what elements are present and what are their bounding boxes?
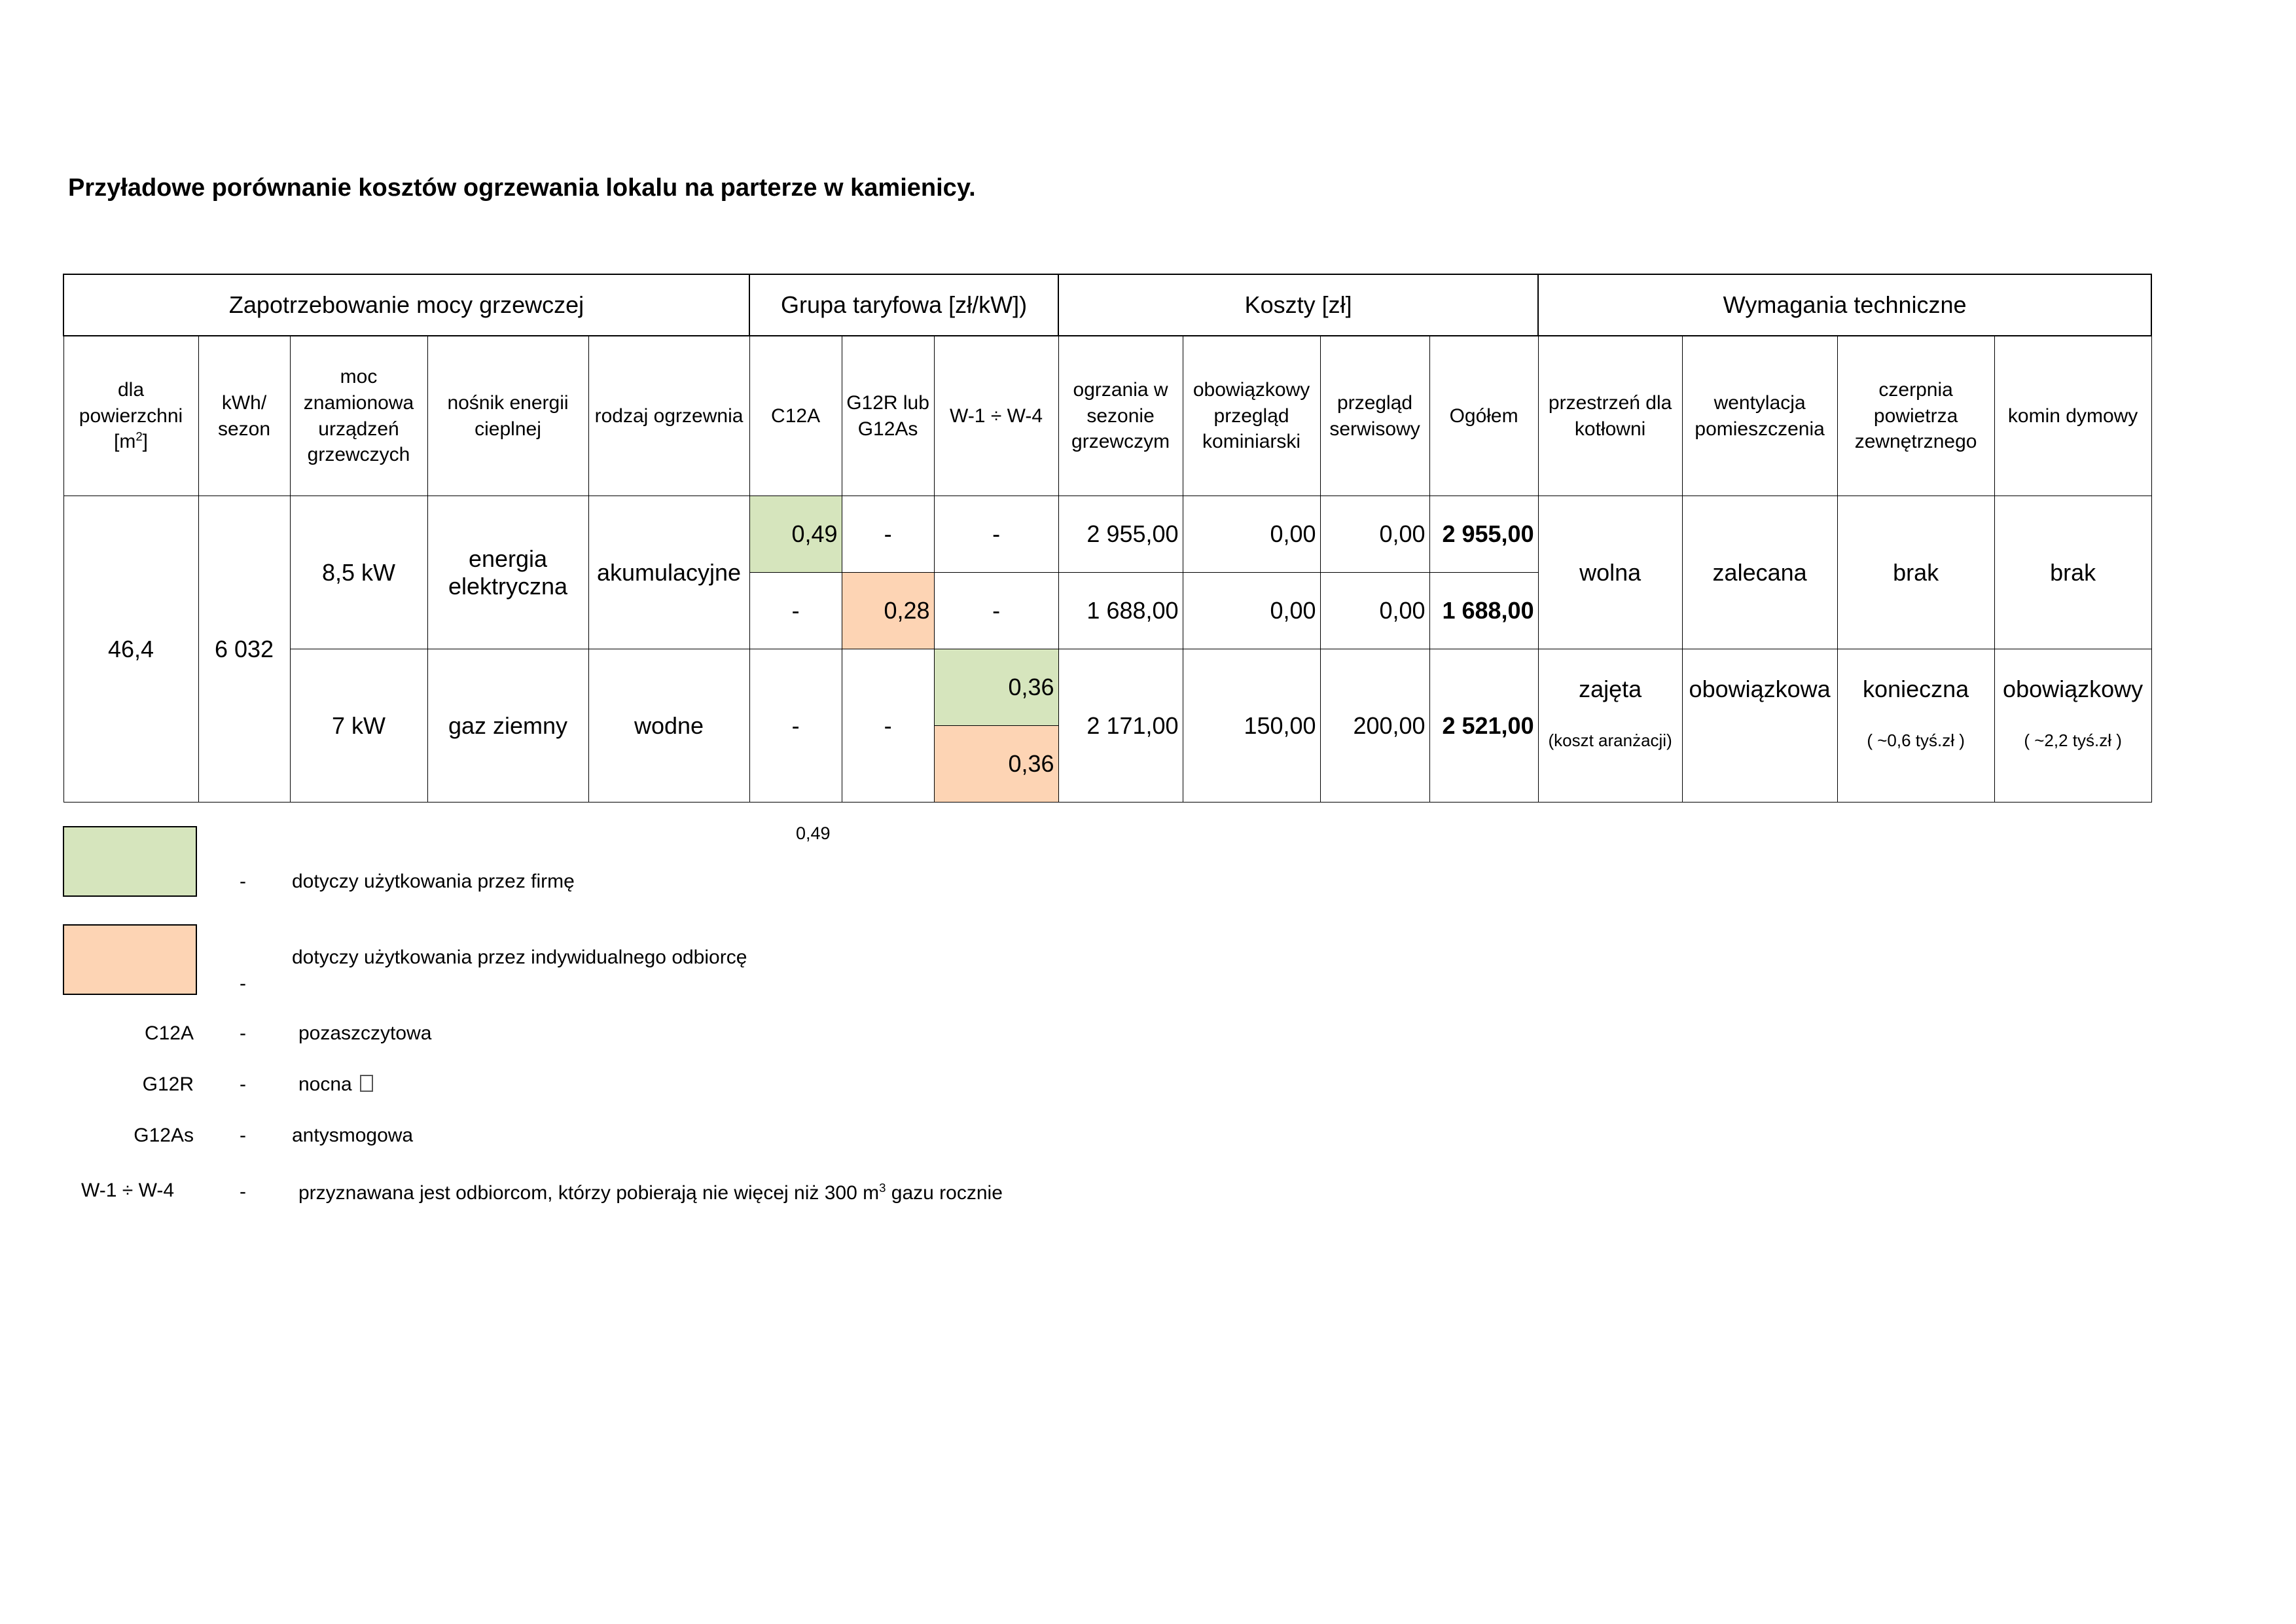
gas-boiler-room	[1538, 649, 1682, 803]
electric-service-cost: 0,00	[1320, 496, 1429, 573]
electric-w1w4-rate-2: -	[934, 573, 1058, 649]
gas-air-intake-value: konieczna	[1863, 676, 1969, 702]
legend-dash-g12as: -	[240, 1125, 246, 1146]
col-kwh: kWh/ sezon	[198, 336, 290, 496]
electric-inspection-cost-2: 0,00	[1183, 573, 1320, 649]
gas-ventilation-value: obowiązkowa	[1689, 676, 1831, 702]
page-title: Przyładowe porównanie kosztów ogrzewania lokalu na parterze w kamienicy.	[68, 174, 976, 202]
electric-heating-type: akumulacyjne	[588, 496, 749, 649]
legend-dash-w1w4: -	[240, 1181, 246, 1202]
electric-w1w4-rate: -	[934, 496, 1058, 573]
legend-orange-dash: -	[240, 973, 246, 994]
col-total: Ogółem	[1429, 336, 1538, 496]
stray-value: 0,49	[796, 823, 831, 843]
col-c12a: C12A	[749, 336, 842, 496]
col-power: moc znamionowa urządzeń grzewczych	[290, 336, 427, 496]
gas-chimney-note: ( ~2,2 tyś.zł )	[2024, 731, 2122, 751]
gas-w1w4-rate-firm: 0,36	[934, 649, 1058, 726]
col-ventilation: wentylacja pomieszczenia	[1682, 336, 1837, 496]
legend-dash-c12a: -	[240, 1022, 246, 1044]
group-tariff: Grupa taryfowa [zł/kW])	[749, 274, 1058, 336]
legend-code-g12as: G12As	[134, 1125, 194, 1146]
group-costs: Koszty [zł]	[1058, 274, 1538, 336]
kwh-value: 6 032	[198, 496, 290, 803]
legend-code-c12a: C12A	[144, 1022, 194, 1044]
electric-season-cost-2: 1 688,00	[1058, 573, 1183, 649]
area-value: 46,4	[63, 496, 198, 803]
legend-text-w1w4: przyznawana jest odbiorcom, którzy pobierają nie więcej niż 300 $m^3$ gazu rocznie	[298, 1181, 1003, 1204]
col-boiler-room: przestrzeń dla kotłowni	[1538, 336, 1682, 496]
electric-boiler-room: wolna	[1538, 496, 1682, 649]
legend-code-g12r: G12R	[142, 1074, 194, 1095]
table-row	[63, 649, 2151, 726]
gas-ventilation	[1682, 649, 1837, 803]
gas-inspection-cost: 150,00	[1183, 649, 1320, 803]
gas-season-cost: 2 171,00	[1058, 649, 1183, 803]
electric-total-cost: 2 955,00	[1429, 496, 1538, 573]
legend-orange-text: dotyczy użytkowania przez indywidualnego odbiorcę	[292, 947, 747, 968]
legend-dash-g12r: -	[240, 1074, 246, 1095]
electric-carrier: energia elektryczna	[427, 496, 588, 649]
col-service: przegląd serwisowy	[1320, 336, 1429, 496]
electric-season-cost: 2 955,00	[1058, 496, 1183, 573]
group-demand: Zapotrzebowanie mocy grzewczej	[63, 274, 749, 336]
electric-g12r-rate-2: 0,28	[842, 573, 934, 649]
gas-boiler-room-value: zajęta	[1579, 676, 1642, 702]
gas-chimney-value: obowiązkowy	[2003, 676, 2144, 702]
col-air-intake: czerpnia powietrza zewnętrznego	[1837, 336, 1994, 496]
legend-swatch-orange	[63, 924, 197, 995]
legend-code-w1w4: W-1 ÷ W-4	[81, 1180, 175, 1201]
gas-air-intake-note: ( ~0,6 tyś.zł )	[1867, 731, 1965, 751]
legend-text-g12as: antysmogowa	[292, 1125, 414, 1146]
electric-ventilation: zalecana	[1682, 496, 1837, 649]
col-chimney-inspection: obowiązkowy przegląd kominiarski	[1183, 336, 1320, 496]
gas-power: 7 kW	[290, 649, 427, 803]
gas-c12a-rate: -	[749, 649, 842, 803]
col-area: dla powierzchni $[m^2]$	[63, 336, 198, 496]
col-w1w4: W-1 ÷ W-4	[934, 336, 1058, 496]
legend-text-g12r: nocna	[298, 1074, 373, 1096]
col-heating-type: rodzaj ogrzewnia	[588, 336, 749, 496]
electric-inspection-cost: 0,00	[1183, 496, 1320, 573]
gas-w1w4-rate-individual: 0,36	[934, 726, 1058, 803]
col-g12r: G12R lub G12As	[842, 336, 934, 496]
electric-g12r-rate: -	[842, 496, 934, 573]
electric-c12a-rate: 0,49	[749, 496, 842, 573]
legend-green-dash: -	[240, 871, 246, 892]
col-carrier: nośnik energii cieplnej	[427, 336, 588, 496]
gas-heating-type: wodne	[588, 649, 749, 803]
gas-boiler-room-note: (koszt aranżacji)	[1548, 731, 1672, 751]
table-row	[63, 496, 2151, 573]
legend-text-c12a: pozaszczytowa	[298, 1022, 432, 1044]
gas-carrier: gaz ziemny	[427, 649, 588, 803]
electric-air-intake: brak	[1837, 496, 1994, 649]
group-technical: Wymagania techniczne	[1538, 274, 2151, 336]
placeholder-box-icon	[360, 1075, 373, 1092]
gas-g12r-rate: -	[842, 649, 934, 803]
legend-green-text: dotyczy użytkowania przez firmę	[292, 871, 575, 892]
electric-service-cost-2: 0,00	[1320, 573, 1429, 649]
gas-total-cost: 2 521,00	[1429, 649, 1538, 803]
gas-chimney	[1994, 649, 2151, 803]
electric-c12a-rate-2: -	[749, 573, 842, 649]
col-chimney: komin dymowy	[1994, 336, 2151, 496]
gas-service-cost: 200,00	[1320, 649, 1429, 803]
electric-power: 8,5 kW	[290, 496, 427, 649]
electric-chimney: brak	[1994, 496, 2151, 649]
gas-air-intake	[1837, 649, 1994, 803]
col-season-heating: ogrzania w sezonie grzewczym	[1058, 336, 1183, 496]
legend-swatch-green	[63, 826, 197, 897]
heating-cost-table	[63, 274, 2152, 803]
electric-total-cost-2: 1 688,00	[1429, 573, 1538, 649]
